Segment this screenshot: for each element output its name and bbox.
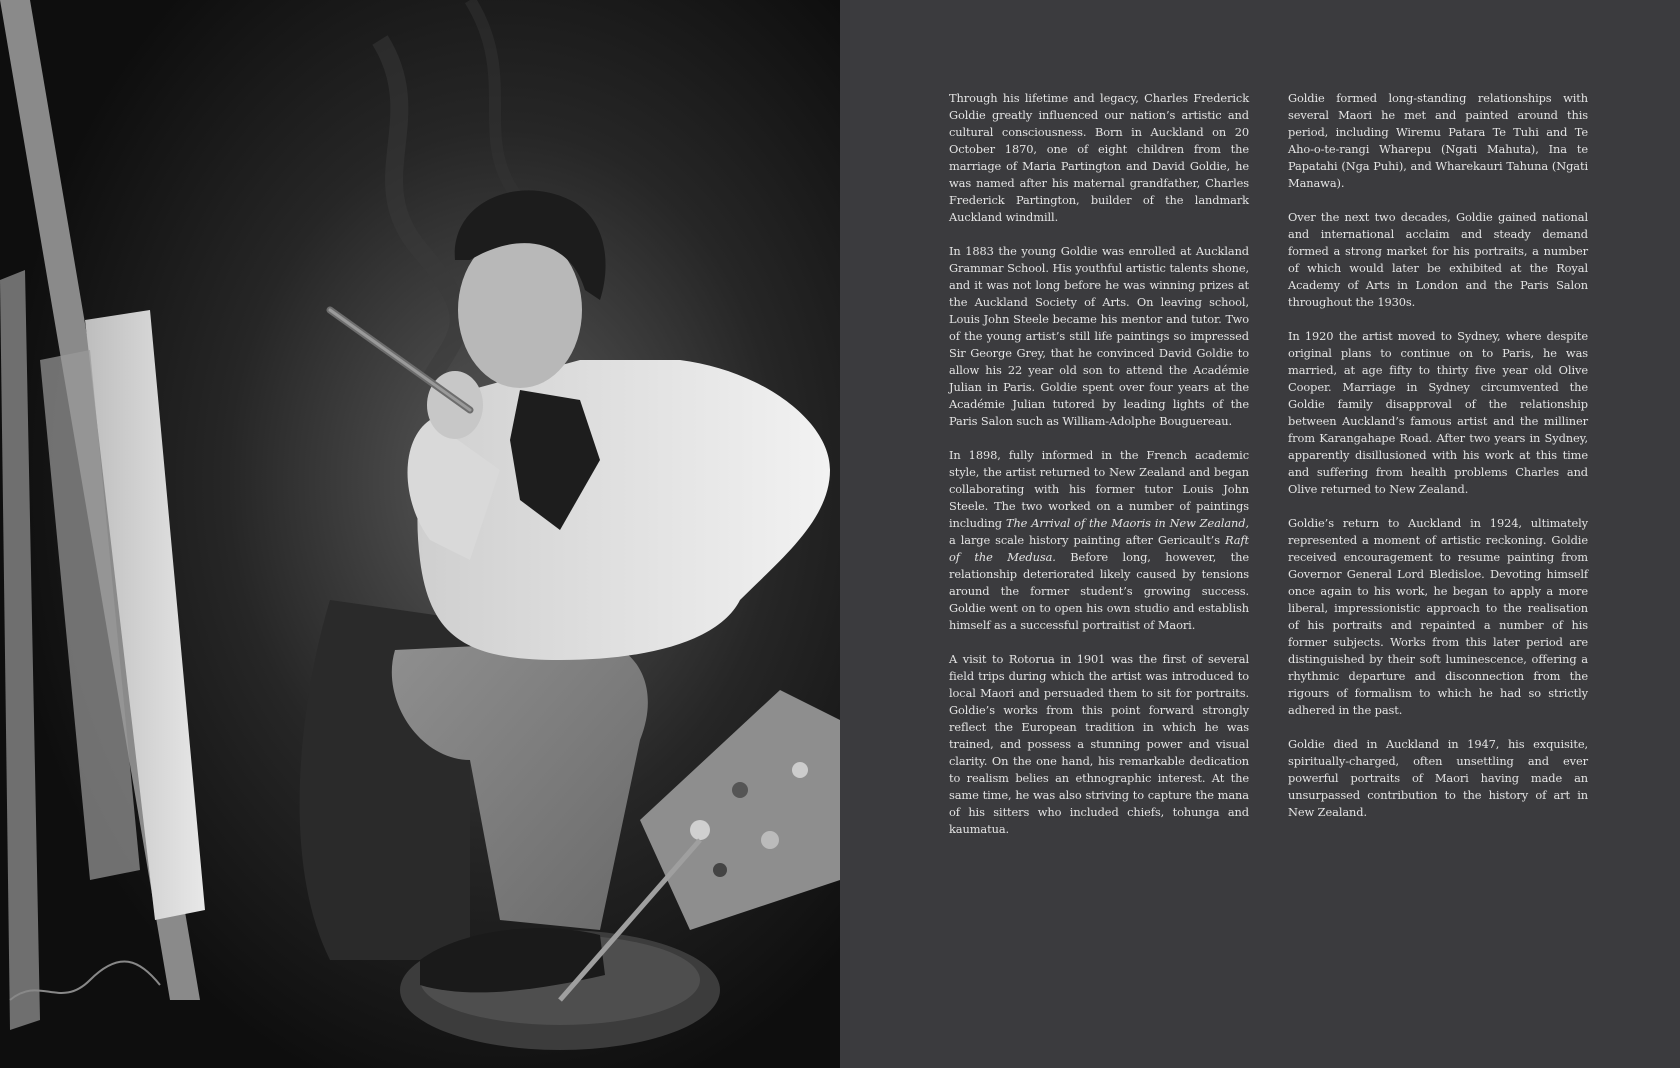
- biography-column-right: [1288, 90, 1588, 838]
- paragraph-rotorua: A visit to Rotorua in 1901 was the first of several field trips during which the artist was introduced to local Maori and persuaded them to sit for portraits. Goldie’s works from this point forward strongly reflect the European tradition in which he was trained, and possess a stunning power and visual clarity. On the one hand, his remarkable dedication to realism belies an ethnographic interest. At the same time, he was also striving to capture the mana of his sitters who included chiefs, tohunga and kaumatua.: [949, 652, 1249, 836]
- artwork-title-raft: Raft of the Medusa.: [949, 533, 1249, 564]
- paragraph-return-1898: In 1898, fully informed in the French academic style, the artist returned to New Zealand and began collaborating with his former tutor Louis John Steele. The two worked on a number of paintings including The Arrival of the Maoris in New Zealand, a large scale history painting after Gericault’s Raft of the Medusa. Before long, however, the relationship deteriorated likely caused by tensions around the former student’s growing success. Goldie went on to open his own studio and establish himself as a successful portraitist of Maori.: [949, 448, 1249, 632]
- biography-column-left: [949, 90, 1249, 855]
- paragraph-sydney: In 1920 the artist moved to Sydney, where despite original plans to continue on to Paris, he was married, at age fifty to thirty five year old Olive Cooper. Marriage in Sydney circumvented the Goldie family disapproval of the relationship between Auckland’s famous artist and the milliner from Karangahape Road. After two years in Sydney, apparently disillusioned with his work at this time and suffering from health problems Charles and Olive returned to New Zealand.: [1288, 329, 1588, 496]
- paragraph-death: Goldie died in Auckland in 1947, his exquisite, spiritually-charged, often unsettling and ever powerful portraits of Maori having made an unsurpassed contribution to the history of art in New Zealand.: [1288, 737, 1588, 819]
- paragraph-return-1924: Goldie’s return to Auckland in 1924, ultimately represented a moment of artistic reckoning. Goldie received encouragement to resume painting from Governor General Lord Bledisloe. Devoting himself once again to his work, he began to apply a more liberal, impressionistic approach to the realisation of his portraits and repainted a number of his former subjects. Works from this later period are distinguished by their soft luminescence, offering a rhythmic departure and disconnection from the rigours of formalism to which he had so strictly adhered in the past.: [1288, 516, 1588, 717]
- paragraph-birth: Through his lifetime and legacy, Charles Frederick Goldie greatly influenced our nation’s artistic and cultural consciousness. Born in Auckland on 20 October 1870, one of eight children from the marriage of Maria Partington and David Goldie, he was named after his maternal grandfather, Charles Frederick Partington, builder of the landmark Auckland windmill.: [949, 91, 1249, 224]
- paragraph-education: In 1883 the young Goldie was enrolled at Auckland Grammar School. His youthful artistic talents shone, and it was not long before he was winning prizes at the Auckland Society of Arts. On leaving school, Louis John Steele became his mentor and tutor. Two of the young artist’s still life paintings so impressed Sir George Grey, that he convinced David Goldie to allow his 22 year old son to attend the Académie Julian in Paris. Goldie spent over four years at the Académie Julian tutored by leading lights of the Paris Salon such as William-Adolphe Bouguereau.: [949, 244, 1249, 428]
- biography-page: [840, 0, 1680, 1068]
- paragraph-relationships: Goldie formed long-standing relationships with several Maori he met and painted around this period, including Wiremu Patara Te Tuhi and Te Aho-o-te-rangi Wharepu (Ngati Mahuta), Ina te Papatahi (Nga Puhi), and Wharekauri Tahuna (Ngati Manawa).: [1288, 91, 1588, 190]
- paragraph-acclaim: Over the next two decades, Goldie gained national and international acclaim and steady demand formed a strong market for his portraits, a number of which would later be exhibited at the Royal Academy of Arts in London and the Paris Salon throughout the 1930s.: [1288, 210, 1588, 309]
- artwork-title-arrival: The Arrival of the Maoris in New Zealand,: [1005, 516, 1249, 530]
